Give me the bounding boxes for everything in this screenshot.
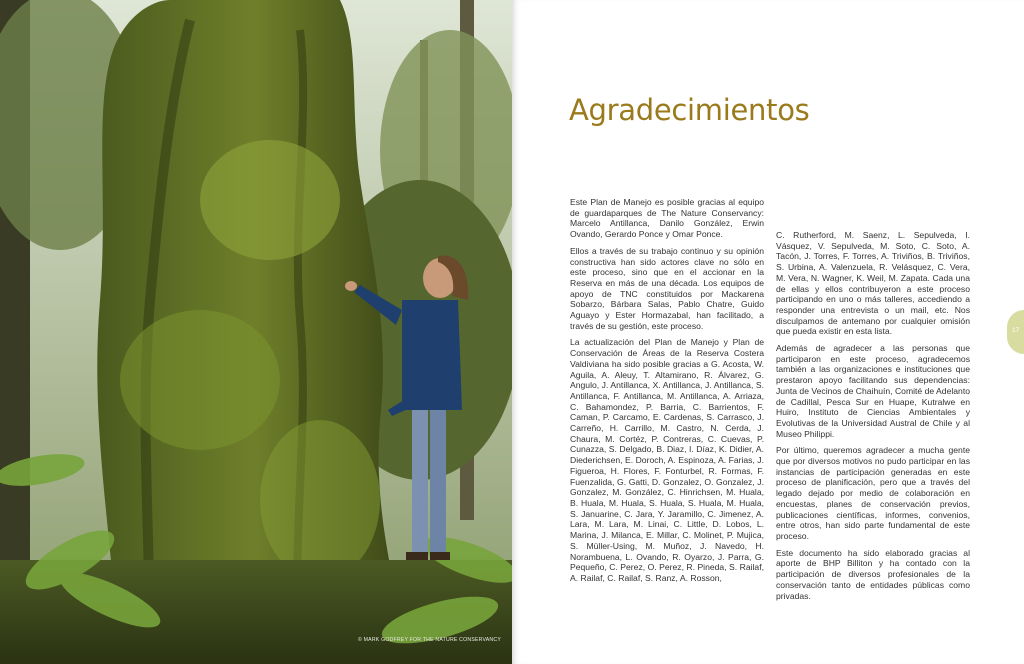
paragraph: La actualización del Plan de Manejo y Plan de Conservación de Áreas de la Reserva Costera Valdiviana ha sido posible gracias a G. Acosta, W. Aguila, A. Aleuy, T. Altamirano, R. Álvarez, G. Angulo, J. Antillanca, X. Antillanca, J. Antillanca, S. Antillanca, F. Antillanca, M. Antillanca, A. Arriaza, C. Bahamondez, P. Barria, C. Barrientos, F. Caman, P. Carcamo, E. Cardenas, S. Carrasco, J. Carreño, H. Carrillo, M. Castro, N. Cerda, J. Chaura, M. Cortéz, P. Contreras, C. Cuevas, P. Cunazza, S. Delgado, B. Diaz, I. Díaz, K. Didier, A. Diederichsen, E. Doroch, A. Espinoza, A. Farias, J. Figueroa, H. Flores, F. Fonturbel, R. Formas, F. Fuenzalida, G. Gatti, D. Gonzalez, O. Gonzalez, J. Gonzalez, M. González, C. Hinrichsen, M. Huala, B. Huala, M. Huala, S. Huala, S. Huala, M. Huala, S. Januarine, C. Jara, Y. Jaramillo, C. Jimenez, A. Lara, M. Lara, M. Linai, C. Little, D. Lobos, L. Marina, J. Milanca, E. Millar, C. Molinet, P. Mujica, S. Müller-Using, M. Muñoz, J. Navedo, H. Norambuena, L. Ovando, R. Oyarzo, J. Parra, G. Pequeño, C. Perez, O. Perez, R. Pineda, S. Railaf, A. Railaf, C. Railaf, S. Ranz, A. Rosson, [570, 337, 764, 583]
text-column-right [776, 230, 970, 607]
page-number: 17 [1012, 327, 1020, 334]
text-page [512, 0, 1024, 664]
page-title: Agradecimientos [569, 93, 810, 127]
paragraph: Por último, queremos agradecer a mucha gente que por diversos motivos no pudo participar en las instancias de participación generadas en este proceso de planificación, pero que a través del legado dejado por medio de colaboración en encuestas, planes de conservación previos, publicaciones científicas, informes, convenios, entre otros, han sido parte fundamental de este proceso. [776, 445, 970, 541]
paragraph: Ellos a través de su trabajo continuo y su opinión constructiva han sido actores clave no sólo en este proceso, sino que en el accionar en la Reserva en más de una década. Los equipos de apoyo de TNC constituidos por Mackarena Sobarzo, Bárbara Salas, Pablo Chatre, Guido Aguayo y Ester Hormazabal, han facilitado, a través de su gestión, este proceso. [570, 245, 764, 331]
paragraph: Este documento ha sido elaborado gracias al aporte de BHP Billiton y ha contado con la participación de diversos profesionales de la conservación tanto de entidades públicas como privadas. [776, 547, 970, 601]
text-column-left [570, 197, 764, 590]
paragraph: Este Plan de Manejo es posible gracias al equipo de guardaparques de The Nature Conservancy: Marcelo Antillanca, Danilo González, Erwin Ovando, Gerardo Ponce y Omar Ponce. [570, 197, 764, 240]
photo-credit: © MARK GODFREY FOR THE NATURE CONSERVANCY [358, 637, 501, 643]
paragraph: Además de agradecer a las personas que participaron en este proceso, agradecemos también a las organizaciones e instituciones que prestaron apoyo facilitando sus dependencias: Junta de Vecinos de Chaihuín, Comité de Adelanto de Cadillal, Pesca Sur en Huape, Kutralwe en Huiro, Instituto de Ciencias Ambientales y Evolutivas de la Universidad Austral de Chile y al Museo Philippi. [776, 343, 970, 439]
paragraph: C. Rutherford, M. Saenz, L. Sepulveda, I. Vásquez, V. Sepulveda, M. Soto, C. Soto, A. Tacón, J. Torres, F. Torres, A. Triviños, B. Triviños, S. Urbina, A. Valenzuela, R. Velásquez, C. Vera, M. Vera, N. Wagner, K. Weil, M. Zapata. Cada una de ellas y ellos contribuyeron a este proceso participando en uno o más talleres, accediendo a responder una entrevista o un mail, etc. Nos disculpamos de antemano por cualquier omisión que pueda existir en esta lista. [776, 230, 970, 337]
page-number-tab [1007, 310, 1024, 354]
